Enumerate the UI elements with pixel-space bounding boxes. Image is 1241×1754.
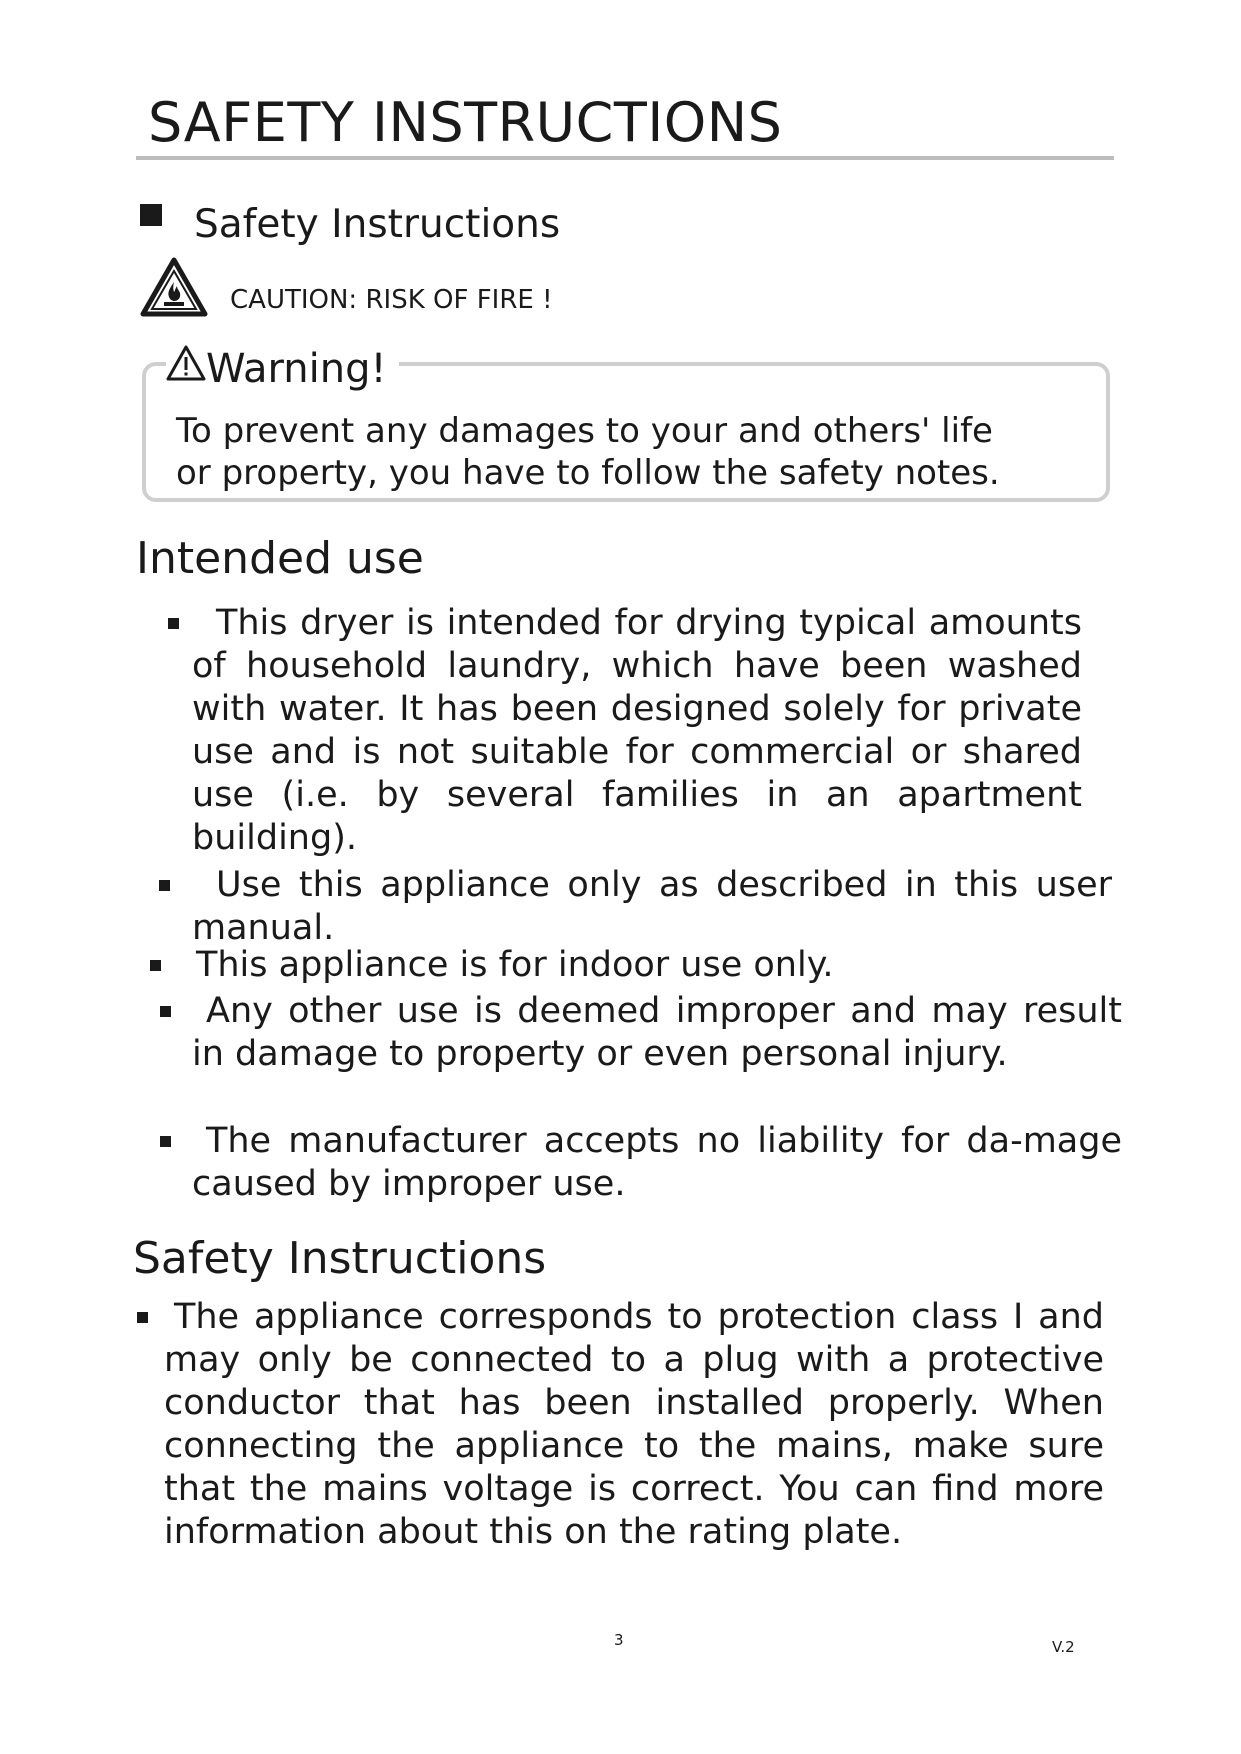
- square-bullet-icon: [150, 960, 161, 971]
- warning-triangle-icon: [166, 344, 206, 382]
- square-bullet-icon: [137, 1312, 148, 1323]
- list-item-text: The appliance corresponds to protection class I and may only be connected to a plug with a protective conductor that has been installed properly. When connecting the appliance to the mains, make sure that the mains voltage is correct. You can find more information about this on the rating plate.: [164, 1297, 1104, 1552]
- warning-text: [176, 410, 1096, 494]
- list-item-text: This dryer is intended for drying typical amounts of household laundry, which have been washed with water. It has been designed solely for private use and is not suitable for commercial or shared use (i.e. by several families in an apartment building).: [192, 603, 1082, 858]
- list-item: [192, 1120, 1122, 1206]
- safety-instructions-heading: Safety Instructions: [133, 1233, 547, 1284]
- caution-text: CAUTION: RISK OF FIRE !: [230, 285, 553, 315]
- list-item: [164, 1296, 1104, 1554]
- intended-use-heading: Intended use: [136, 533, 424, 584]
- warning-line: To prevent any damages to your and others' life: [176, 411, 993, 451]
- page-number: 3: [614, 1631, 624, 1649]
- warning-header: [166, 344, 399, 392]
- square-bullet-icon: [160, 1136, 171, 1147]
- square-bullet-icon: [168, 618, 179, 629]
- list-item: [192, 864, 1112, 950]
- warning-line: or property, you have to follow the safety notes.: [176, 453, 1000, 493]
- warning-title: Warning!: [206, 346, 387, 392]
- list-item-text: Any other use is deemed improper and may result in damage to property or even personal injury.: [192, 991, 1122, 1074]
- list-item-text: Use this appliance only as described in this user manual.: [192, 865, 1112, 948]
- fire-hazard-icon: [140, 256, 208, 318]
- list-item: [192, 602, 1082, 860]
- list-item-text: This appliance is for indoor use only.: [196, 945, 834, 985]
- list-item-text: The manufacturer accepts no liability for da-mage caused by improper use.: [192, 1121, 1122, 1204]
- title-divider: [136, 156, 1114, 160]
- list-item: [196, 944, 1116, 987]
- page-title: SAFETY INSTRUCTIONS: [148, 91, 783, 154]
- list-item: [192, 990, 1122, 1076]
- version-label: V.2: [1052, 1638, 1075, 1656]
- square-bullet-icon: [160, 1006, 171, 1017]
- square-bullet-icon: [159, 880, 170, 891]
- section-label: Safety Instructions: [194, 202, 561, 247]
- square-bullet-icon: [140, 204, 162, 226]
